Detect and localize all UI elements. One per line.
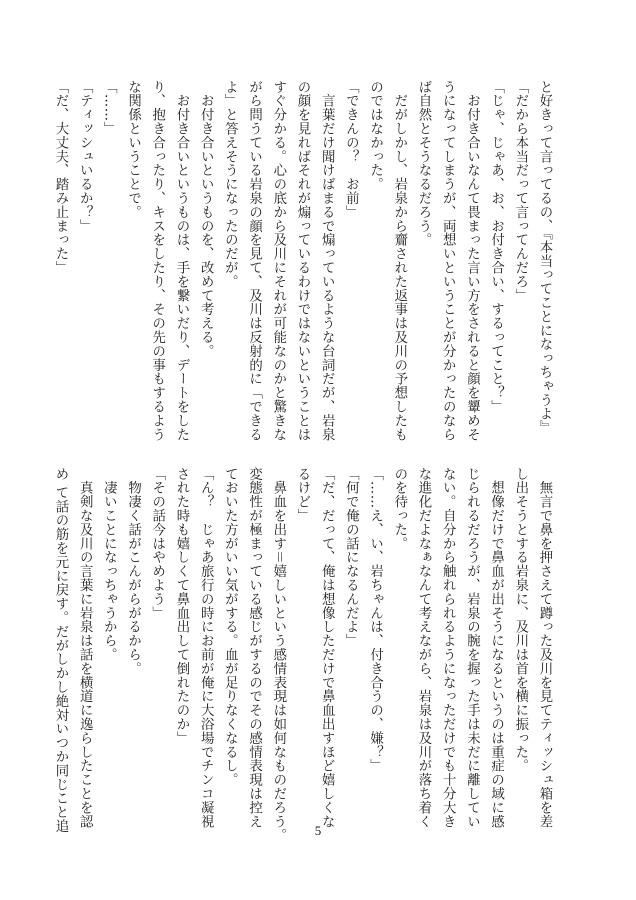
text-line: うになってしまうが、両想いということが分かったのなら	[440, 80, 456, 442]
text-line: された時も嬉しくて鼻血出して倒れたのか」	[173, 467, 189, 745]
text-line: り、抱き合ったり、キスをしたり、その先の事もするよう	[149, 80, 165, 442]
text-line: るけど」	[294, 467, 310, 523]
text-line: 「……」	[101, 80, 117, 136]
text-block-upper	[52, 80, 556, 442]
text-line: 凄いことになっちゃうから。	[101, 467, 117, 662]
text-line: 鼻血を出す＝嬉しいという感情表現は如何なものだろう。	[270, 467, 286, 843]
text-line: 「ティッシュいるか？」	[77, 80, 93, 233]
text-line: の顔を見ればそれが煽っているわけではないということは	[294, 80, 310, 442]
text-line: 「できんの？ お前」	[343, 80, 359, 219]
page-number: 5	[314, 823, 322, 838]
text-line: し出そうとする岩泉に、及川は首を横に振った。	[512, 467, 528, 773]
text-line: よ」と答えそうになったのだが。	[222, 80, 238, 289]
text-line: 「ん？ じゃあ旅行の時にお前が俺に大浴場でチンコ凝視	[198, 467, 214, 829]
text-line: だがしかし、岩泉から齎された返事は及川の予想したも	[391, 80, 407, 442]
text-line: な関係ということで。	[125, 80, 141, 219]
text-line: ば自然とそうなるだろう。	[415, 80, 431, 247]
text-line: お付き合いなんて畏まった言い方をされると顔を顰めそ	[464, 80, 480, 442]
text-line: すぐ分かる。心の底から及川にそれが可能なのかと驚きな	[270, 80, 286, 442]
text-line: お付き合いというものを、改めて考える。	[198, 80, 214, 358]
text-line: 無言で鼻を押さえて蹲った及川を見てティッシュ箱を差	[537, 467, 552, 829]
text-line: 言葉だけ聞けばまるで煽っているような台詞だが、岩泉	[319, 80, 335, 442]
text-line: ない。自分から触れられるようになっただけでも十分大き	[440, 467, 456, 829]
text-line: 「何で俺の話になるんだよ」	[343, 467, 359, 648]
text-line: 「じゃ、じゃあ、お、お付き合い、するってこと？」	[488, 80, 504, 414]
text-line: と好きって言ってるの、『本当ってことになっちゃうよ』	[537, 80, 552, 435]
text-line: がら問うている岩泉の顔を見て、及川は反射的に「できる	[246, 80, 262, 442]
text-block-lower	[52, 467, 556, 867]
text-line: のを待った。	[391, 467, 407, 551]
text-line: 「……え、い、岩ちゃんは、付き合うの、嫌？」	[367, 467, 383, 773]
text-line: め て話の筋を元に戻す。だがしかし絶対いつか同じこと追	[52, 467, 68, 834]
text-line: 「だから本当だって言ってんだろ」	[512, 80, 528, 303]
text-line: 想像だけで鼻血が出そうになるというのは重症の域に感	[488, 467, 504, 829]
text-line: じられるだろうが、岩泉の腕を握った手は未だに離してい	[464, 467, 480, 829]
text-line: 「その話今はやめよう」	[149, 467, 165, 620]
text-line: ておいた方がいい気がする。血が足りなくなるし。	[222, 467, 238, 787]
text-line: 「だ、だって、俺は想像しただけで鼻血出すほど嬉しくな	[319, 467, 335, 829]
text-line: 真剣な及川の言葉に岩泉は話を横道に逸らしたことを認	[77, 467, 93, 829]
text-line: のではなかった。	[367, 80, 383, 192]
text-line: お付き合いというものは、手を繋いだり、デートをした	[173, 80, 189, 442]
text-line: 「だ、大丈夫、踏み止まった」	[52, 80, 68, 275]
text-line: な進化だよなぁなんて考えながら、岩泉は及川が落ち着く	[415, 467, 431, 829]
text-line: 変態性が極まっている感じがするのでその感情表現は控え	[246, 467, 262, 829]
text-line: 物凄く話がこんがらがるから。	[125, 467, 141, 676]
